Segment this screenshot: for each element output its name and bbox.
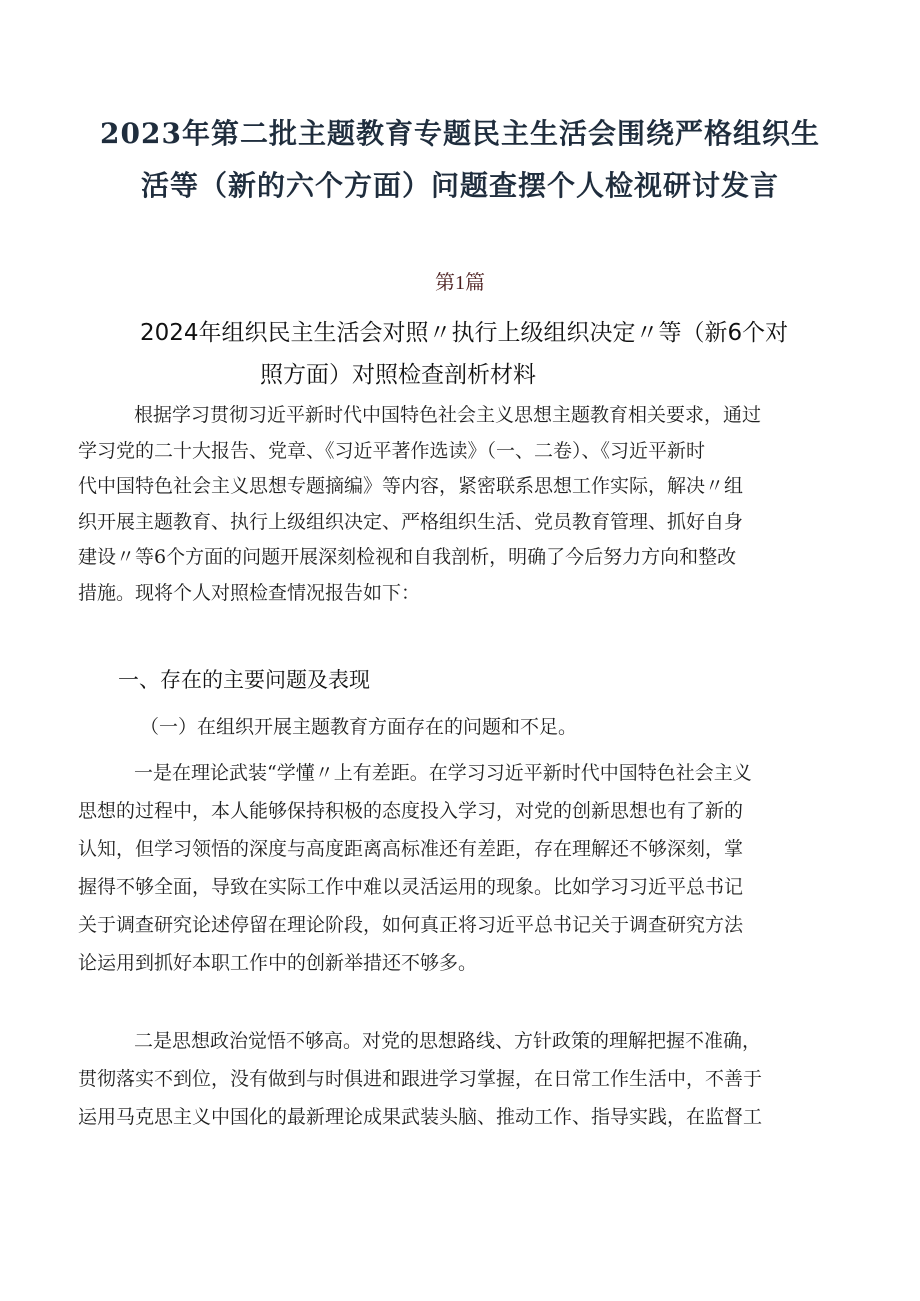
paragraph-line: 握得不够全面，导致在实际工作中难以灵活运用的现象。比如学习习近平总书记: [78, 876, 744, 898]
paragraph-line: 代中国特色社会主义思想专题摘编》等内容，紧密联系思想工作实际，解决〃组: [78, 475, 744, 497]
body-paragraph: [78, 754, 868, 982]
paragraph-line: 思想的过程中，本人能够保持积极的态度投入学习，对党的创新思想也有了新的: [78, 800, 744, 822]
body-paragraph: [78, 1022, 868, 1136]
document-title-line: 2023年第二批主题教育专题民主生活会围绕严格组织生: [100, 117, 820, 150]
piece-label: 第1篇: [435, 272, 485, 294]
subtitle-line: 照方面）对照检查剖析材料: [260, 362, 536, 388]
section-heading: 一、存在的主要问题及表现: [118, 668, 370, 692]
paragraph-line: 贯彻落实不到位，没有做到与时俱进和跟进学习掌握，在日常工作生活中，不善于: [78, 1068, 763, 1090]
subsection-heading: （一）在组织开展主题教育方面存在的问题和不足。: [140, 716, 578, 738]
intro-paragraph: [78, 398, 858, 611]
paragraph-line: 认知，但学习领悟的深度与高度距离高标准还有差距，存在理解还不够深刻，掌: [78, 838, 744, 860]
paragraph-line: 学习党的二十大报告、党章、《习近平著作选读》（一、二卷）、《习近平新时: [78, 439, 706, 462]
section-subtitle: [110, 312, 870, 396]
paragraph-line: 织开展主题教育、执行上级组织决定、严格组织生活、党员教育管理、抓好自身: [78, 510, 744, 533]
document-title-line: 活等（新的六个方面）问题查摆个人检视研讨发言: [140, 169, 779, 202]
paragraph-line: 论运用到抓好本职工作中的创新举措还不够多。: [78, 952, 478, 974]
paragraph-line: 建设〃等6个方面的问题开展深刻检视和自我剖析，明确了今后努力方向和整改: [78, 546, 737, 568]
document-title: [60, 108, 860, 212]
paragraph-line: 一是在理论武装“学懂〃上有差距。在学习习近平新时代中国特色社会主义: [134, 762, 752, 784]
paragraph-line: 措施。现将个人对照检查情况报告如下：: [78, 581, 421, 604]
paragraph-line: 关于调查研究论述停留在理论阶段，如何真正将习近平总书记关于调查研究方法: [78, 914, 744, 936]
paragraph-line: 二是思想政治觉悟不够高。对党的思想路线、方针政策的理解把握不准确，: [134, 1030, 762, 1052]
paragraph-line: 运用马克思主义中国化的最新理论成果武装头脑、推动工作、指导实践，在监督工: [78, 1106, 763, 1128]
paragraph-line: 根据学习贯彻习近平新时代中国特色社会主义思想主题教育相关要求，通过: [134, 404, 762, 426]
subtitle-line: 2024年组织民主生活会对照〃执行上级组织决定〃等（新6个对: [140, 320, 789, 346]
